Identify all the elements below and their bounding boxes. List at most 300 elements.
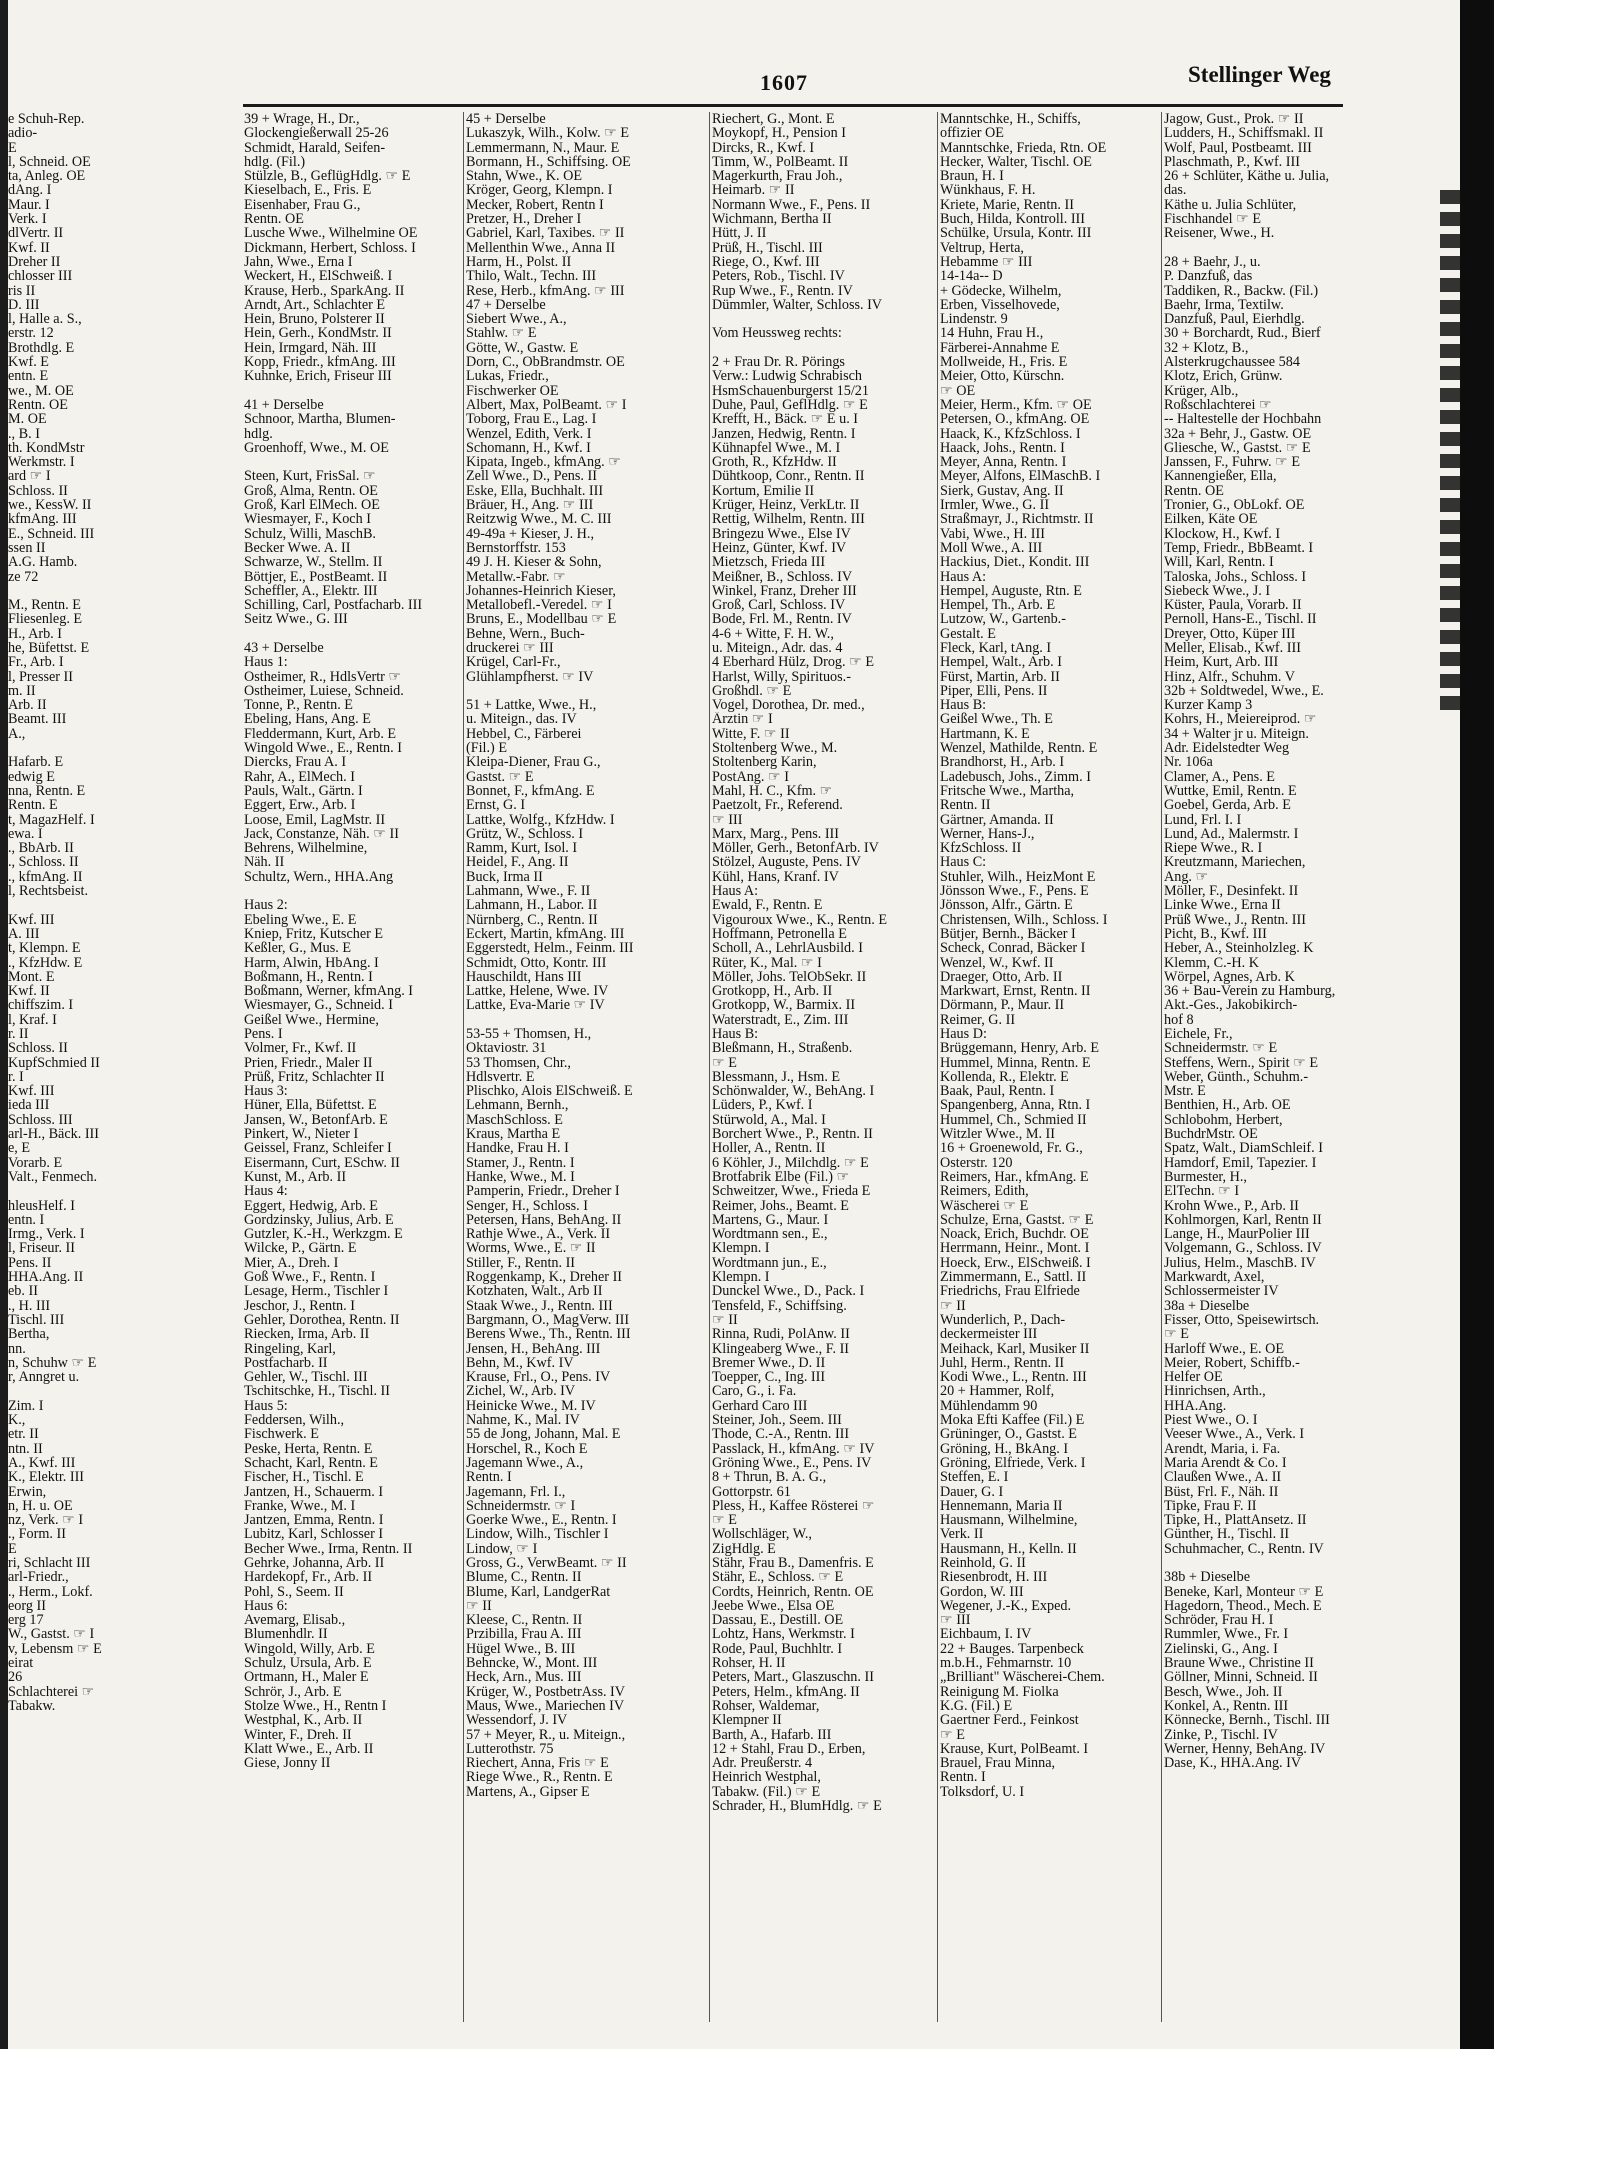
directory-entry-line: 47 + Derselbe [466, 297, 546, 313]
directory-entry-line: Piper, Elli, Pens. II [940, 683, 1048, 699]
directory-entry-line: Thode, C.-A., Rentn. III [712, 1427, 850, 1442]
directory-entry-line: Stuhler, Wilh., HeizMont E [940, 869, 1096, 885]
directory-entry-line: Jack, Constanze, Näh. ☞ II [244, 826, 399, 842]
directory-entry-line: Eske, Ella, Buchhalt. III [466, 483, 604, 499]
directory-entry-line: Lindow, Wilh., Tischler I [466, 1527, 609, 1542]
directory-entry-line: Jagemann, Frl. I., [466, 1484, 566, 1499]
directory-entry-line: Behne, Wern., Buch- [466, 626, 585, 641]
directory-entry-line: Kühl, Hans, Kranf. IV [712, 869, 839, 885]
directory-entry-line: Böttjer, E., PostBeamt. II [244, 569, 388, 584]
directory-entry-line: Manntschke, Frieda, Rtn. OE [940, 140, 1107, 155]
directory-entry-line: Haus A: [712, 884, 759, 899]
directory-entry-line: Hummel, Minna, Rentn. E [940, 1055, 1091, 1070]
directory-entry-line: Schuhmacher, C., Rentn. IV [1164, 1541, 1324, 1556]
directory-entry-line: Möller, Gerh., BetonfArb. IV [712, 841, 879, 856]
directory-entry-line: Heinicke Wwe., M. IV [466, 1398, 596, 1414]
directory-entry-line: Passlack, H., kfmAng. ☞ IV [712, 1441, 875, 1456]
facing-page-edge [1440, 190, 1460, 710]
directory-entry-line: Erben, Visselhovede, [940, 297, 1060, 313]
directory-entry-line: Reimer, Johs., Beamt. E [712, 1198, 849, 1213]
directory-entry-line: Waterstradt, E., Zim. III [712, 1012, 849, 1027]
directory-entry-line: Prüß, Fritz, Schlachter II [244, 1069, 385, 1085]
directory-entry-line: Kriete, Marie, Rentn. II [940, 197, 1074, 213]
directory-entry-line: Meier, Robert, Schiffb.- [1164, 1355, 1300, 1371]
directory-entry-line: Gabriel, Karl, Taxibes. ☞ II [466, 226, 625, 241]
directory-entry-line: Dickmann, Herbert, Schloss. I [244, 240, 416, 255]
directory-entry-line: Hebamme ☞ III [940, 254, 1033, 270]
directory-entry-line: Pamperin, Friedr., Dreher I [466, 1184, 620, 1199]
directory-entry-line: Göllner, Minni, Schneid. II [1164, 1670, 1318, 1685]
directory-entry-line: Bertha, [8, 1327, 50, 1342]
directory-entry-line: Benthien, H., Arb. OE [1164, 1098, 1291, 1113]
directory-entry-line: Schlachterei ☞ [8, 1684, 95, 1699]
directory-entry-line: chiffszim. I [8, 998, 74, 1013]
directory-entry-line: 30 + Borchardt, Rud., Bierf [1164, 326, 1321, 341]
directory-entry-line: Friedrichs, Frau Elfriede [940, 1284, 1080, 1299]
directory-entry-line: Heim, Kurt, Arb. III [1164, 655, 1279, 670]
directory-entry-line: Becher Wwe., Irma, Rentn. II [244, 1541, 413, 1556]
directory-entry-line: Hafarb. E [8, 755, 64, 770]
directory-entry-line: Plaschmath, P., Kwf. III [1164, 154, 1300, 170]
directory-entry-line: Vorarb. E [8, 1155, 63, 1170]
directory-entry-line: Weckert, H., ElSchweiß. I [244, 269, 393, 284]
directory-entry-line: Rummler, Wwe., Fr. I [1164, 1627, 1289, 1642]
directory-entry-line: „Brilliant" Wäscherei-Chem. [940, 1670, 1105, 1685]
directory-entry-line: Handke, Frau H. I [466, 1141, 569, 1156]
directory-entry-line: Pernoll, Hans-E., Tischl. II [1164, 612, 1317, 627]
directory-entry-line: Krüger, W., PostbetrAss. IV [466, 1684, 626, 1699]
directory-entry-line: m.b.H., Fehmarnstr. 10 [940, 1656, 1072, 1671]
directory-entry-line: 22 + Bauges. Tarpenbeck [940, 1641, 1084, 1657]
directory-entry-line: Fischwerk. E [244, 1427, 319, 1442]
directory-entry-line: Meier, Herm., Kfm. ☞ OE [940, 397, 1092, 413]
directory-entry-line: he, Büfettst. E [8, 640, 90, 656]
directory-entry-line: Großhdl. ☞ E [712, 683, 792, 699]
directory-entry-line: Krause, Frl., O., Pens. IV [466, 1370, 611, 1385]
directory-entry-line: Brandhorst, H., Arb. I [940, 755, 1065, 770]
directory-entry-line: 53 Thomsen, Chr., [466, 1055, 571, 1070]
directory-entry-line: Mont. E [8, 969, 55, 985]
directory-entry-line: Werner, Hans-J., [940, 826, 1035, 842]
directory-entry-line: Dörmann, P., Maur. II [940, 998, 1065, 1013]
directory-entry-line: 55 de Jong, Johann, Mal. E [466, 1427, 621, 1442]
directory-entry-line [466, 1013, 710, 1027]
directory-entry-line: Eckert, Martin, kfmAng. III [466, 926, 625, 942]
directory-entry-line: Martens, G., Maur. I [712, 1212, 829, 1228]
directory-entry-line: Marx, Marg., Pens. III [712, 826, 840, 842]
directory-entry-line: Mier, A., Dreh. I [244, 1255, 339, 1271]
directory-entry-line: dlVertr. II [8, 226, 64, 241]
column-3 [712, 112, 938, 1813]
directory-entry-line: Becker Wwe. A. II [244, 540, 351, 556]
directory-entry-line: Hein, Gerh., KondMstr. II [244, 326, 392, 341]
directory-entry-line: Riechert, G., Mont. E [712, 112, 835, 127]
directory-entry-line: ieda III [8, 1098, 50, 1113]
directory-entry-line: Kwf. III [8, 1084, 55, 1099]
directory-entry-line [8, 584, 160, 598]
directory-entry-line: Goebel, Gerda, Arb. E [1164, 798, 1291, 813]
directory-entry-line: Brothdlg. E [8, 340, 75, 356]
directory-entry-line: Berens Wwe., Th., Rentn. III [466, 1327, 631, 1342]
directory-entry-line: Ebeling, Hans, Ang. E [244, 712, 371, 727]
directory-entry-line: Werkmstr. I [8, 455, 75, 470]
directory-entry-line: Dase, K., HHA.Ang. IV [1164, 1756, 1302, 1771]
directory-entry-line: Spangenberg, Anna, Rtn. I [940, 1098, 1091, 1113]
column-divider [463, 112, 464, 2022]
directory-entry-line: Rese, Herb., kfmAng. ☞ III [466, 283, 625, 298]
directory-entry-line: Steen, Kurt, FrisSal. ☞ [244, 469, 376, 484]
directory-entry-line [244, 884, 464, 898]
directory-entry-line: Hardekopf, Fr., Arb. II [244, 1570, 373, 1585]
directory-entry-line: Klempn. I [712, 1270, 770, 1285]
directory-entry-line: Ringeling, Karl, [244, 1341, 336, 1356]
directory-entry-line: ., KfzHdw. E [8, 955, 83, 970]
directory-entry-line: Maus, Wwe., Mariechen IV [466, 1698, 625, 1714]
directory-entry-line: Scheffler, A., Elektr. III [244, 583, 378, 599]
directory-entry-line: Lahmann, H., Labor. II [466, 898, 598, 913]
directory-entry-line: Roßschlachterei ☞ [1164, 397, 1272, 413]
directory-entry-line: Kwf. II [8, 984, 50, 999]
directory-entry-line: chlosser III [8, 269, 73, 284]
book-spine [0, 0, 8, 2049]
directory-entry-line: r, Anngret u. [8, 1370, 80, 1385]
directory-entry-line: Rettig, Wilhelm, Rentn. III [712, 512, 865, 527]
directory-entry-line: Alsterkrugchaussee 584 [1164, 355, 1300, 370]
directory-entry-line: Kipata, Ingeb., kfmAng. ☞ [466, 455, 621, 470]
directory-entry-line: Rohser, H. II [712, 1656, 786, 1671]
directory-entry-line: 45 + Derselbe [466, 112, 546, 127]
directory-entry-line: 39 + Wrage, H., Dr., [244, 112, 360, 127]
directory-entry-line: Baehr, Irma, Textilw. [1164, 297, 1284, 313]
directory-entry-line: Wenzel, Mathilde, Rentn. E [940, 741, 1098, 756]
directory-entry-line: ZigHdlg. E [712, 1541, 776, 1556]
directory-entry-line: Schnoor, Martha, Blumen- [244, 412, 396, 427]
directory-entry-line: Hummel, Ch., Schmied II [940, 1112, 1087, 1128]
directory-entry-line: Temp, Friedr., BbBeamt. I [1164, 540, 1314, 556]
directory-entry-line: 4-6 + Witte, F. H. W., [712, 626, 834, 641]
directory-entry-line: Janssen, F., Fuhrw. ☞ E [1164, 455, 1300, 470]
directory-entry-line: Straßmayr, J., Richtmstr. II [940, 512, 1094, 527]
column-divider [937, 112, 938, 2022]
directory-entry-line: Metallobefl.-Veredel. ☞ I [466, 598, 612, 613]
directory-entry-line: ☞ OE [940, 383, 976, 398]
directory-entry-line: Duhe, Paul, GeflHdlg. ☞ E [712, 397, 868, 413]
directory-entry-line: Meller, Elisab., Kwf. III [1164, 640, 1301, 656]
directory-entry-line: Lukas, Friedr., [466, 369, 549, 384]
directory-entry-line: Kopp, Friedr., kfmAng. III [244, 355, 396, 370]
directory-entry-line: Peters, Rob., Tischl. IV [712, 269, 845, 284]
directory-entry-line: Hüner, Ella, Büfettst. E [244, 1098, 377, 1113]
directory-entry-line: Stülzle, B., GeflügHdlg. ☞ E [244, 169, 411, 184]
directory-entry-line: MaschSchloss. E [466, 1112, 563, 1128]
directory-entry-line: n, H. u. OE [8, 1498, 73, 1514]
directory-entry-line: Schlobohm, Herbert, [1164, 1112, 1283, 1128]
directory-entry-line: ., H. III [8, 1298, 51, 1313]
directory-entry-line: Witzler Wwe., M. II [940, 1127, 1055, 1142]
directory-entry-line: Rohser, Waldemar, [712, 1698, 820, 1714]
directory-entry-line: Ärztin ☞ I [712, 712, 773, 727]
directory-entry-line: Groß, Alma, Rentn. OE [244, 483, 378, 499]
directory-entry-line: Przibilla, Frau A. III [466, 1627, 582, 1642]
directory-entry-line: (Fil.) E [466, 741, 507, 756]
directory-entry-line: Lemmermann, N., Maur. E [466, 140, 620, 155]
directory-entry-line: Klatt Wwe., E., Arb. II [244, 1741, 374, 1757]
directory-entry-line: Ostheimer, R., HdlsVertr ☞ [244, 669, 402, 684]
directory-entry-line: ntn. II [8, 1441, 43, 1456]
directory-entry-line: Beneke, Karl, Monteur ☞ E [1164, 1584, 1324, 1599]
directory-entry-line: Behncke, W., Mont. III [466, 1656, 598, 1671]
directory-entry-line: Dauer, G. I [940, 1484, 1004, 1499]
directory-entry-line: m. II [8, 683, 36, 699]
directory-entry-line: E., Schneid. III [8, 526, 95, 541]
directory-entry-line: Werner, Henny, BehAng. IV [1164, 1741, 1326, 1757]
directory-entry-line: Albert, Max, PolBeamt. ☞ I [466, 397, 627, 413]
directory-entry-line: Klingeaberg Wwe., F. II [712, 1341, 850, 1356]
directory-entry-line: Markwardt, Axel, [1164, 1270, 1265, 1285]
directory-entry-line: Jagemann Wwe., A., [466, 1455, 584, 1471]
directory-entry-line: Haack, Johs., Rentn. I [940, 440, 1065, 456]
directory-entry-line: Peters, Helm., kfmAng. II [712, 1684, 860, 1699]
directory-entry-line: ssen II [8, 540, 46, 556]
directory-entry-line: Tronier, G., ObLokf. OE [1164, 498, 1305, 513]
directory-entry-line: 6 Köhler, J., Milchdlg. ☞ E [712, 1155, 869, 1170]
directory-entry-line: 26 + Schlüter, Käthe u. Julia, [1164, 169, 1330, 184]
directory-entry-line: Bräuer, H., Ang. ☞ III [466, 498, 594, 513]
directory-entry-line: A.G. Hamb. [8, 555, 78, 570]
directory-entry-line: Wäscherei ☞ E [940, 1198, 1029, 1213]
directory-entry-line: Irmler, Wwe., G. II [940, 498, 1050, 513]
directory-entry-line: Konkel, A., Rentn. III [1164, 1698, 1289, 1714]
directory-entry-line: Prüß, H., Tischl. III [712, 240, 823, 255]
directory-entry-line: Rinna, Rudi, PolAnw. II [712, 1327, 850, 1342]
directory-entry-line: hleusHelf. I [8, 1198, 75, 1213]
directory-entry-line: Meyer, Anna, Rentn. I [940, 455, 1067, 470]
directory-entry-line: Noack, Erich, Buchdr. OE [940, 1227, 1089, 1242]
directory-entry-line: Moykopf, H., Pension I [712, 126, 846, 141]
directory-entry-line: Nahme, K., Mal. IV [466, 1413, 580, 1428]
column-5 [1164, 112, 1382, 1770]
directory-entry-line: Tipke, Frau F. II [1164, 1498, 1257, 1514]
directory-entry-line: Reimers, Edith, [940, 1184, 1029, 1199]
directory-entry-line: Schloss. II [8, 483, 68, 499]
directory-entry-line: Wollschläger, W., [712, 1527, 812, 1542]
directory-entry-line: Plischko, Alois ElSchweiß. E [466, 1084, 633, 1099]
directory-entry-line: 51 + Lattke, Wwe., H., [466, 698, 597, 713]
directory-entry-line: Vigouroux Wwe., K., Rentn. E [712, 912, 888, 927]
directory-entry-line: 57 + Meyer, R., u. Miteign., [466, 1727, 626, 1742]
directory-entry-line: Timm, W., PolBeamt. II [712, 154, 849, 170]
directory-entry-line: Lahmann, Wwe., F. II [466, 884, 591, 899]
directory-entry-line: Grüninger, O., Gastst. E [940, 1427, 1077, 1442]
directory-entry-line: Wolf, Paul, Postbeamt. III [1164, 140, 1312, 155]
directory-entry-line: Gröning, H., BkAng. I [940, 1441, 1069, 1456]
directory-entry-line: Blume, Karl, LandgerRat [466, 1584, 611, 1599]
directory-entry-line: Groth, R., KfzHdw. II [712, 455, 837, 470]
directory-entry-line: Lohtz, Hans, Werkmstr. I [712, 1627, 855, 1642]
directory-entry-line: Pretzer, H., Dreher I [466, 212, 582, 227]
directory-entry-line: Pless, H., Kaffee Rösterei ☞ [712, 1498, 875, 1514]
directory-entry-line: Hdlsvertr. E [466, 1069, 535, 1085]
directory-entry-line: H., Arb. I [8, 626, 62, 641]
directory-entry-line: Fischhandel ☞ E [1164, 212, 1262, 227]
directory-entry-line: Thilo, Walt., Techn. III [466, 269, 597, 284]
directory-entry-line: Hanke, Wwe., M. I [466, 1169, 575, 1185]
directory-entry-line: Holler, A., Rentn. II [712, 1141, 826, 1156]
directory-entry-line: l, Halle a. S., [8, 312, 82, 327]
directory-entry-line: 32 + Klotz, B., [1164, 340, 1249, 356]
directory-entry-line: ☞ II [466, 1598, 492, 1614]
directory-entry-line: Klockow, H., Kwf. I [1164, 526, 1281, 541]
directory-entry-line: Wenzel, W., Kwf. II [940, 955, 1054, 970]
directory-entry-line: Büst, Frl. F., Näh. II [1164, 1484, 1279, 1499]
directory-entry-line: 38a + Dieselbe [1164, 1298, 1250, 1313]
directory-entry-line: Kunst, M., Arb. II [244, 1169, 347, 1185]
directory-entry-line: nz, Verk. ☞ I [8, 1513, 84, 1528]
directory-entry-line: Toepper, C., Ing. III [712, 1370, 826, 1385]
directory-entry-line: Eggert, Erw., Arb. I [244, 798, 356, 813]
directory-entry-line: hdlg. [244, 426, 273, 441]
directory-entry-line: ☞ II [712, 1312, 738, 1328]
directory-entry-line: Hagedorn, Theod., Mech. E [1164, 1598, 1322, 1614]
directory-entry-line: Riege, O., Kwf. III [712, 254, 820, 270]
directory-entry-line: -- Haltestelle der Hochbahn [1164, 412, 1322, 427]
directory-entry-line: Mecker, Robert, Rentn I [466, 197, 604, 213]
directory-entry-line: Reitzwig Wwe., M. C. III [466, 512, 612, 527]
directory-entry-line: Giese, Jonny II [244, 1756, 331, 1771]
directory-entry-line: Schilling, Carl, Postfacharb. III [244, 598, 423, 613]
directory-entry-line: Zinke, P., Tischl. IV [1164, 1727, 1278, 1742]
directory-entry-line: Pens. I [244, 1027, 283, 1042]
directory-entry-line: Behrens, Wilhelmine, [244, 841, 368, 856]
directory-entry-line: ☞ III [940, 1613, 971, 1628]
directory-entry-line: Hein, Irmgard, Näh. III [244, 340, 377, 356]
directory-entry-line: Haus 5: [244, 1398, 288, 1414]
directory-entry-line: 49-49a + Kieser, J. H., [466, 526, 594, 541]
directory-entry-line: Lattke, Helene, Wwe. IV [466, 984, 609, 999]
directory-entry-line: Rentn. OE [8, 397, 68, 413]
directory-entry-line: Vom Heussweg rechts: [712, 326, 842, 341]
directory-entry-line: Geissel, Franz, Schleifer I [244, 1141, 392, 1156]
directory-entry-line: Günther, H., Tischl. II [1164, 1527, 1290, 1542]
directory-entry-line: M. OE [8, 412, 47, 427]
directory-entry-line: Tensfeld, F., Schiffsing. [712, 1298, 847, 1313]
directory-entry-line: Buch, Hilda, Kontroll. III [940, 212, 1085, 227]
directory-entry-line: Lindenstr. 9 [940, 312, 1008, 327]
directory-entry-line: arl-H., Bäck. III [8, 1127, 99, 1142]
directory-entry-line: Meyer, Alfons, ElMaschB. I [940, 469, 1101, 484]
column-divider [1161, 112, 1162, 2022]
directory-entry-line: Osterstr. 120 [940, 1155, 1013, 1170]
directory-entry-line: Dreher II [8, 254, 61, 270]
directory-entry-line: Picht, B., Kwf. III [1164, 926, 1267, 942]
directory-entry-line: Schülke, Ursula, Kontr. III [940, 226, 1092, 241]
directory-entry-line: 4 Eberhard Hülz, Drog. ☞ E [712, 655, 875, 670]
directory-entry-line: Klotz, Erich, Grünw. [1164, 369, 1283, 384]
directory-entry-line: Loose, Emil, LagMstr. II [244, 812, 386, 827]
directory-entry-line: Kurzer Kamp 3 [1164, 698, 1253, 713]
directory-entry-line: Hinrichsen, Arth., [1164, 1384, 1266, 1399]
directory-entry-line: Pens. II [8, 1255, 52, 1271]
directory-entry-line: Blessmann, J., Hsm. E [712, 1069, 841, 1085]
directory-entry-line: ris II [8, 283, 36, 298]
directory-entry-line: Lesage, Herm., Tischler I [244, 1284, 389, 1299]
directory-entry-line: Stamer, J., Rentn. I [466, 1155, 575, 1170]
directory-entry-line: Rentn. E [8, 798, 58, 813]
directory-entry-line [1164, 241, 1382, 255]
directory-entry-line: Bonnet, F., kfmAng. E [466, 783, 595, 799]
directory-entry-line: u. Miteign., das. IV [466, 712, 577, 727]
directory-entry-line: ☞ III [712, 812, 743, 827]
directory-entry-line: Krügel, Carl-Fr., [466, 655, 561, 670]
directory-entry-line: Sierk, Gustav, Ang. II [940, 483, 1064, 499]
directory-entry-line: Fleddermann, Kurt, Arb. E [244, 726, 397, 742]
directory-entry-line: Gordzinsky, Julius, Arb. E [244, 1212, 394, 1228]
directory-entry-line: Kwf. II [8, 240, 50, 255]
directory-entry-line: Adr. Preußerstr. 4 [712, 1756, 813, 1771]
directory-entry-line: Scheck, Conrad, Bäcker I [940, 941, 1086, 956]
directory-entry-line: Klempn. I [712, 1241, 770, 1256]
directory-entry-line: KfzSchloss. II [940, 841, 1022, 856]
directory-entry-line: Claußen Wwe., A. II [1164, 1470, 1282, 1485]
directory-entry-line: Stahlw. ☞ E [466, 326, 537, 341]
directory-entry-line: entn. I [8, 1212, 45, 1228]
directory-entry-line [712, 341, 938, 355]
directory-entry-line: Grotkopp, H., Arb. II [712, 984, 833, 999]
directory-entry-line: Schacht, Karl, Rentn. E [244, 1455, 378, 1471]
directory-entry-line: Franke, Wwe., M. I [244, 1498, 356, 1514]
directory-entry-line: Fleck, Karl, tAng. I [940, 640, 1052, 656]
directory-entry-line: Tabakw. (Fil.) ☞ E [712, 1784, 821, 1800]
directory-entry-line: Krause, Herb., SparkAng. II [244, 283, 405, 298]
directory-entry-line: Gehler, W., Tischl. III [244, 1370, 368, 1385]
directory-entry-line: eorg II [8, 1598, 46, 1614]
directory-entry-line: Geißel Wwe., Hermine, [244, 1012, 379, 1027]
directory-entry-line: Hempel, Th., Arb. E [940, 598, 1056, 613]
directory-entry-line: Jeschor, J., Rentn. I [244, 1298, 355, 1313]
directory-entry-line: l, Schneid. OE [8, 154, 91, 170]
directory-entry-line: Braune Wwe., Christine II [1164, 1656, 1314, 1671]
directory-entry-line: Kuhnke, Erich, Friseur III [244, 369, 392, 384]
directory-entry-line: kfmAng. III [8, 512, 77, 527]
directory-entry-line: Krüger, Heinz, VerkLtr. II [712, 498, 860, 513]
directory-entry-line: Lüders, P., Kwf. I [712, 1098, 813, 1113]
directory-entry-line: l, Presser II [8, 669, 74, 684]
scan-border [1460, 0, 1494, 2049]
directory-entry-line: druckerei ☞ III [466, 640, 554, 656]
directory-entry-line: erg 17 [8, 1613, 44, 1628]
directory-entry-line: Gastst. ☞ E [466, 769, 534, 784]
directory-entry-line: Arb. II [8, 698, 47, 713]
directory-entry-line: Mühlendamm 90 [940, 1398, 1038, 1414]
directory-entry-line: Prien, Friedr., Maler II [244, 1055, 373, 1070]
directory-entry-line: 28 + Baehr, J., u. [1164, 254, 1261, 270]
directory-entry-line: Heinrich Westphal, [712, 1770, 821, 1785]
directory-entry-line: Hamdorf, Emil, Tapezier. I [1164, 1155, 1317, 1170]
directory-entry-line: ., kfmAng. II [8, 869, 83, 885]
directory-entry-line: Jönsson, Alfr., Gärtn. E [940, 898, 1073, 913]
directory-entry-line: Mahl, H. C., Kfm. ☞ [712, 783, 833, 799]
directory-entry-line: Fürst, Martin, Arb. II [940, 669, 1060, 684]
directory-entry-line: K.G. (Fil.) E [940, 1698, 1013, 1714]
directory-entry-line: Fischwerker OE [466, 383, 559, 398]
directory-entry-line: Vabi, Wwe., H. III [940, 526, 1045, 541]
directory-entry-line: Winkel, Franz, Dreher III [712, 583, 857, 599]
directory-entry-line: Irmg., Verk. I [8, 1227, 85, 1242]
directory-entry-line: Zim. I [8, 1398, 44, 1414]
directory-entry-line: Ostheimer, Luiese, Schneid. [244, 683, 404, 699]
directory-entry-line: Meihack, Karl, Musiker II [940, 1341, 1090, 1356]
directory-entry-line: Boßmann, Werner, kfmAng. I [244, 984, 414, 999]
